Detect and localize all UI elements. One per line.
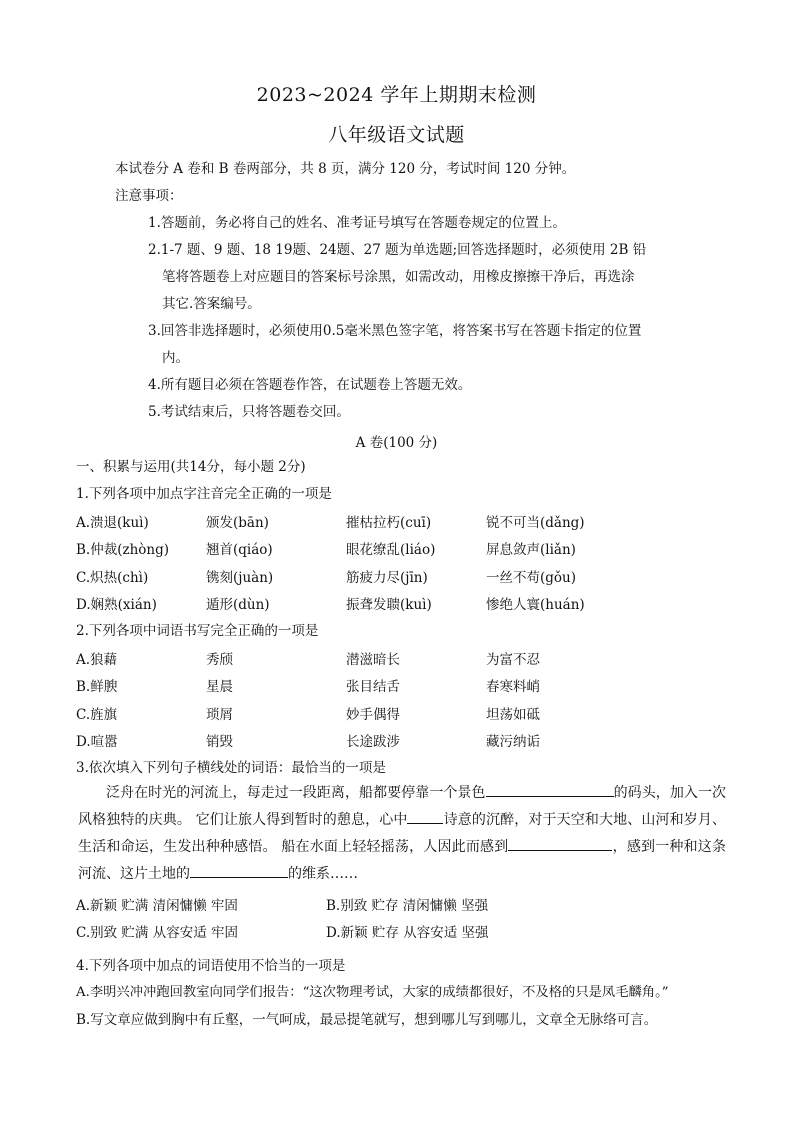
cell: C.炽热(chì) — [76, 569, 149, 586]
q1-option-a — [76, 507, 736, 535]
note-3-cont: 内。 — [162, 350, 189, 366]
q1-option-d — [76, 590, 736, 618]
blank-2 — [407, 809, 443, 824]
blank-1 — [486, 782, 614, 797]
cell: 长途跋涉 — [346, 734, 400, 751]
q2-stem: 2.下列各项中词语书写完全正确的一项是 — [76, 623, 319, 639]
blank-4 — [190, 863, 288, 878]
option-d: D.新颖 贮存 从容安适 坚强 — [326, 924, 489, 941]
cell: D.娴熟(xián) — [76, 597, 157, 614]
cell: 为富不忍 — [486, 651, 540, 668]
cell: 振聋发聩(kuì) — [346, 597, 432, 614]
q4-option-a: A.李明兴冲冲跑回教室向同学们报告：“这次物理考试，大家的成绩都很好，不及格的只是凤毛麟角。” — [76, 985, 669, 1000]
cell: A.溃退(kuì) — [76, 514, 149, 531]
note-2-cont: 笔将答题卷上对应题目的答案标号涂黑，如需改动，用橡皮擦擦干净后，再选涂 — [162, 269, 635, 285]
q3-passage — [78, 780, 726, 888]
cell: D.喧嚣 — [76, 734, 118, 751]
cell: 张目结舌 — [346, 679, 400, 696]
note-4: 4.所有题目必须在答题卷作答，在试题卷上答题无效。 — [148, 377, 472, 393]
blank-3 — [508, 836, 612, 851]
q1-stem: 1.下列各项中加点字注音完全正确的一项是 — [76, 486, 332, 502]
cell: C.旌旗 — [76, 706, 118, 723]
cell: 锐不可当(dǎng) — [486, 514, 585, 531]
intro-text: 本试卷分 A 卷和 B 卷两部分，共 8 页，满分 120 分，考试时间 120 分钟。 — [115, 161, 576, 177]
part1-heading: 一、积累与运用(共14分，每小题 2分) — [76, 459, 306, 475]
q3-options-row-1 — [76, 890, 736, 917]
cell: 摧枯拉朽(cuī) — [346, 514, 432, 531]
cell: 潜滋暗长 — [346, 651, 400, 668]
cell: A.狼藉 — [76, 651, 118, 668]
notes-title: 注意事项： — [115, 188, 183, 204]
option-a: A.新颖 贮满 清闲慵懒 牢固 — [76, 897, 238, 914]
q1-options — [76, 507, 736, 617]
q1-option-b — [76, 535, 736, 563]
cell: B.鲜腴 — [76, 679, 118, 696]
q2-option-b — [76, 672, 736, 700]
q4-stem: 4.下列各项中加点的词语使用不恰当的一项是 — [76, 958, 346, 974]
exam-title: 2023~2024 学年上期期末检测 — [256, 84, 537, 106]
cell: 惨绝人寰(huán) — [486, 597, 585, 614]
cell: 一丝不苟(gǒu) — [486, 569, 576, 586]
cell: 遁形(dùn) — [206, 597, 270, 614]
note-1: 1.答题前，务必将自己的姓名、准考证号填写在答题卷规定的位置上。 — [148, 215, 566, 231]
cell: 藏污纳诟 — [486, 734, 540, 751]
cell: 妙手偶得 — [346, 706, 400, 723]
note-2-cont2: 其它.答案编号。 — [162, 296, 261, 312]
cell: 星晨 — [206, 679, 233, 696]
section-a-heading: A 卷(100 分) — [355, 435, 438, 451]
cell: 眼花缭乱(liáo) — [346, 542, 436, 559]
cell: 秀颀 — [206, 651, 233, 668]
q3-stem: 3.依次填入下列句子横线处的词语：最恰当的一项是 — [76, 760, 386, 776]
q2-option-c — [76, 699, 736, 727]
cell: 春寒料峭 — [486, 679, 540, 696]
exam-subtitle: 八年级语文试题 — [328, 124, 465, 146]
q2-options — [76, 644, 736, 754]
cell: 销毁 — [206, 734, 233, 751]
q2-option-d — [76, 727, 736, 755]
q1-option-c — [76, 562, 736, 590]
cell: 琐屑 — [206, 706, 233, 723]
q3-options-row-2 — [76, 917, 736, 944]
note-3: 3.回答非选择题时，必须使用0.5毫米黑色签字笔，将答案书写在答题卡指定的位置 — [148, 323, 642, 339]
cell: 颁发(bān) — [206, 514, 269, 531]
cell: 翘首(qiáo) — [206, 542, 273, 559]
cell: 屏息敛声(liǎn) — [486, 542, 576, 559]
passage-text: 诗意的沉醉，对于天空和大地、山河和岁月、生活和命运，生发出种种感悟。 船在水面上轻轻摇荡，人因此而感到 — [78, 812, 727, 855]
q4-option-b: B.写文章应做到胸中有丘壑，一气呵成，最忌提笔就写，想到哪儿写到哪儿，文章全无脉络可言。 — [76, 1012, 658, 1028]
passage-text: 泛舟在时光的河流上，每走过一段距离，船都要停靠一个景色 — [106, 785, 486, 801]
option-c: C.别致 贮满 从容安适 牢固 — [76, 924, 239, 941]
cell: B.仲裁(zhòng) — [76, 542, 170, 559]
note-2: 2.1-7 题、9 题、18 19题、24题、27 题为单选题;回答选择题时，必须使用 2B 铅 — [148, 242, 647, 258]
passage-text: 的维系…… — [288, 866, 358, 882]
passage-text: 的码头，加入一次风格独特的庆典。 它们让旅人得到暂时的憩息，心中 — [78, 785, 727, 828]
cell: 镌刻(juàn) — [206, 569, 274, 586]
cell: 坦荡如砥 — [486, 706, 540, 723]
note-5: 5.考试结束后，只将答题卷交回。 — [148, 404, 350, 420]
q2-option-a — [76, 644, 736, 672]
option-b: B.别致 贮存 清闲慵懒 坚强 — [326, 897, 489, 914]
cell: 筋疲力尽(jīn) — [346, 569, 428, 586]
passage-text: ，感到一种和这条河流、这片土地的 — [78, 839, 727, 882]
q3-options — [76, 890, 736, 944]
